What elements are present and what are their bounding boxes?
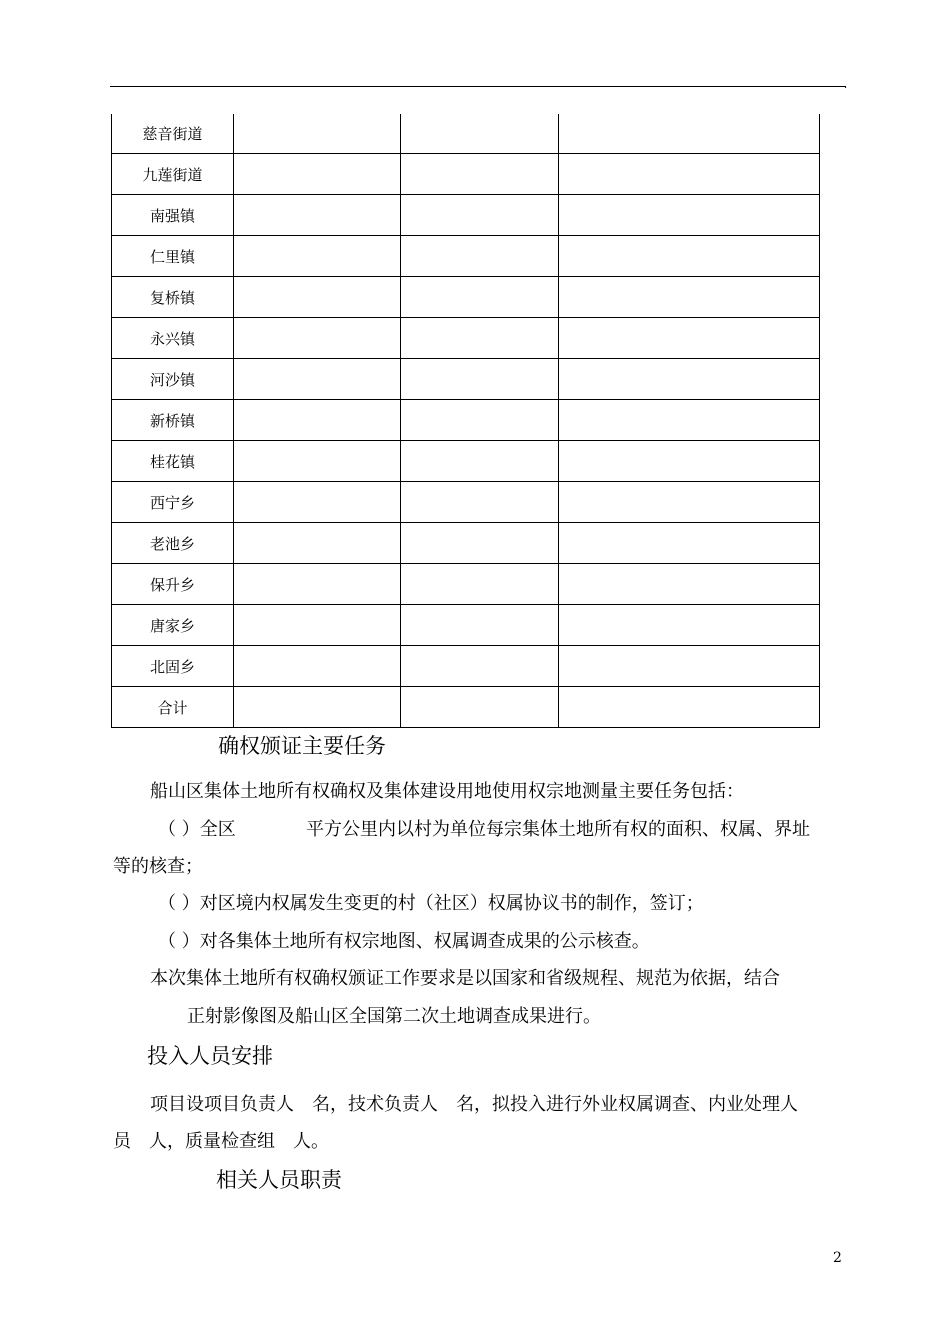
requirement-line-1: 本次集体土地所有权确权颁证工作要求是以国家和省级规程、规范为依据，结合 [150, 968, 780, 989]
town-name-cell: 合计 [112, 687, 234, 728]
town-name-cell: 北固乡 [112, 646, 234, 687]
empty-cell [401, 482, 559, 523]
empty-cell [559, 359, 820, 400]
empty-cell [234, 359, 401, 400]
table-row [112, 359, 820, 400]
staffing-line-2: 员 人，质量检查组 人。 [113, 1131, 329, 1152]
table-row [112, 605, 820, 646]
staffing-line-1: 项目设项目负责人 名，技术负责人 名，拟投入进行外业权属调查、内业处理人 [150, 1094, 798, 1115]
empty-cell [401, 400, 559, 441]
empty-cell [401, 564, 559, 605]
table-row [112, 564, 820, 605]
empty-cell [401, 114, 559, 154]
empty-cell [234, 605, 401, 646]
town-name-cell: 九莲街道 [112, 154, 234, 195]
task-item-1-end: 等的核查； [113, 856, 203, 877]
empty-cell [401, 646, 559, 687]
requirement-line-2: 正射影像图及船山区全国第二次土地调查成果进行。 [187, 1006, 601, 1027]
task-item-2: （ ）对区境内权属发生变更的村（社区）权属协议书的制作，签订； [158, 893, 704, 914]
empty-cell [234, 277, 401, 318]
empty-cell [559, 236, 820, 277]
empty-cell [559, 564, 820, 605]
table-row [112, 441, 820, 482]
table-row [112, 277, 820, 318]
empty-cell [234, 154, 401, 195]
empty-cell [401, 277, 559, 318]
page-number: 2 [833, 1250, 842, 1266]
town-name-cell: 西宁乡 [112, 482, 234, 523]
empty-cell [234, 564, 401, 605]
town-name-cell: 老池乡 [112, 523, 234, 564]
town-name-cell: 河沙镇 [112, 359, 234, 400]
empty-cell [401, 605, 559, 646]
empty-cell [559, 195, 820, 236]
empty-cell [559, 114, 820, 154]
table-row [112, 318, 820, 359]
empty-cell [559, 400, 820, 441]
empty-cell [559, 441, 820, 482]
empty-cell [234, 441, 401, 482]
town-name-cell: 慈音街道 [112, 114, 234, 154]
empty-cell [559, 482, 820, 523]
empty-cell [401, 359, 559, 400]
empty-cell [401, 195, 559, 236]
town-name-cell: 仁里镇 [112, 236, 234, 277]
table-row [112, 154, 820, 195]
table-row [112, 400, 820, 441]
empty-cell [401, 154, 559, 195]
empty-cell [559, 605, 820, 646]
task-item-3: （ ）对各集体土地所有权宗地图、权属调查成果的公示核查。 [158, 931, 650, 952]
section-heading-tasks: 确权颁证主要任务 [218, 734, 386, 758]
table-row [112, 646, 820, 687]
empty-cell [234, 318, 401, 359]
table-row [112, 195, 820, 236]
table-row [112, 236, 820, 277]
header-rule [110, 86, 846, 87]
town-name-cell: 桂花镇 [112, 441, 234, 482]
empty-cell [234, 687, 401, 728]
section-heading-duties: 相关人员职责 [216, 1168, 342, 1192]
header-mark: . [844, 80, 848, 91]
task-item-1-body: 平方公里内以村为单位每宗集体土地所有权的面积、权属、界址 [306, 819, 810, 840]
town-name-cell: 保升乡 [112, 564, 234, 605]
town-name-cell: 永兴镇 [112, 318, 234, 359]
empty-cell [401, 523, 559, 564]
empty-cell [401, 441, 559, 482]
empty-cell [559, 646, 820, 687]
empty-cell [234, 523, 401, 564]
empty-cell [401, 687, 559, 728]
empty-cell [559, 318, 820, 359]
table-row [112, 523, 820, 564]
empty-cell [234, 482, 401, 523]
town-name-cell: 复桥镇 [112, 277, 234, 318]
table-row [112, 482, 820, 523]
tasks-intro: 船山区集体土地所有权确权及集体建设用地使用权宗地测量主要任务包括： [150, 781, 744, 802]
empty-cell [234, 195, 401, 236]
empty-cell [234, 236, 401, 277]
town-name-cell: 唐家乡 [112, 605, 234, 646]
section-heading-staffing: 投入人员安排 [147, 1044, 273, 1068]
empty-cell [401, 236, 559, 277]
table-row [112, 114, 820, 154]
empty-cell [559, 277, 820, 318]
empty-cell [401, 318, 559, 359]
task-item-1-start: （ ）全区 [158, 819, 236, 840]
empty-cell [559, 154, 820, 195]
town-name-cell: 新桥镇 [112, 400, 234, 441]
town-table [111, 114, 820, 728]
table-row [112, 687, 820, 728]
empty-cell [234, 646, 401, 687]
empty-cell [234, 114, 401, 154]
empty-cell [234, 400, 401, 441]
empty-cell [559, 523, 820, 564]
empty-cell [559, 687, 820, 728]
town-name-cell: 南强镇 [112, 195, 234, 236]
